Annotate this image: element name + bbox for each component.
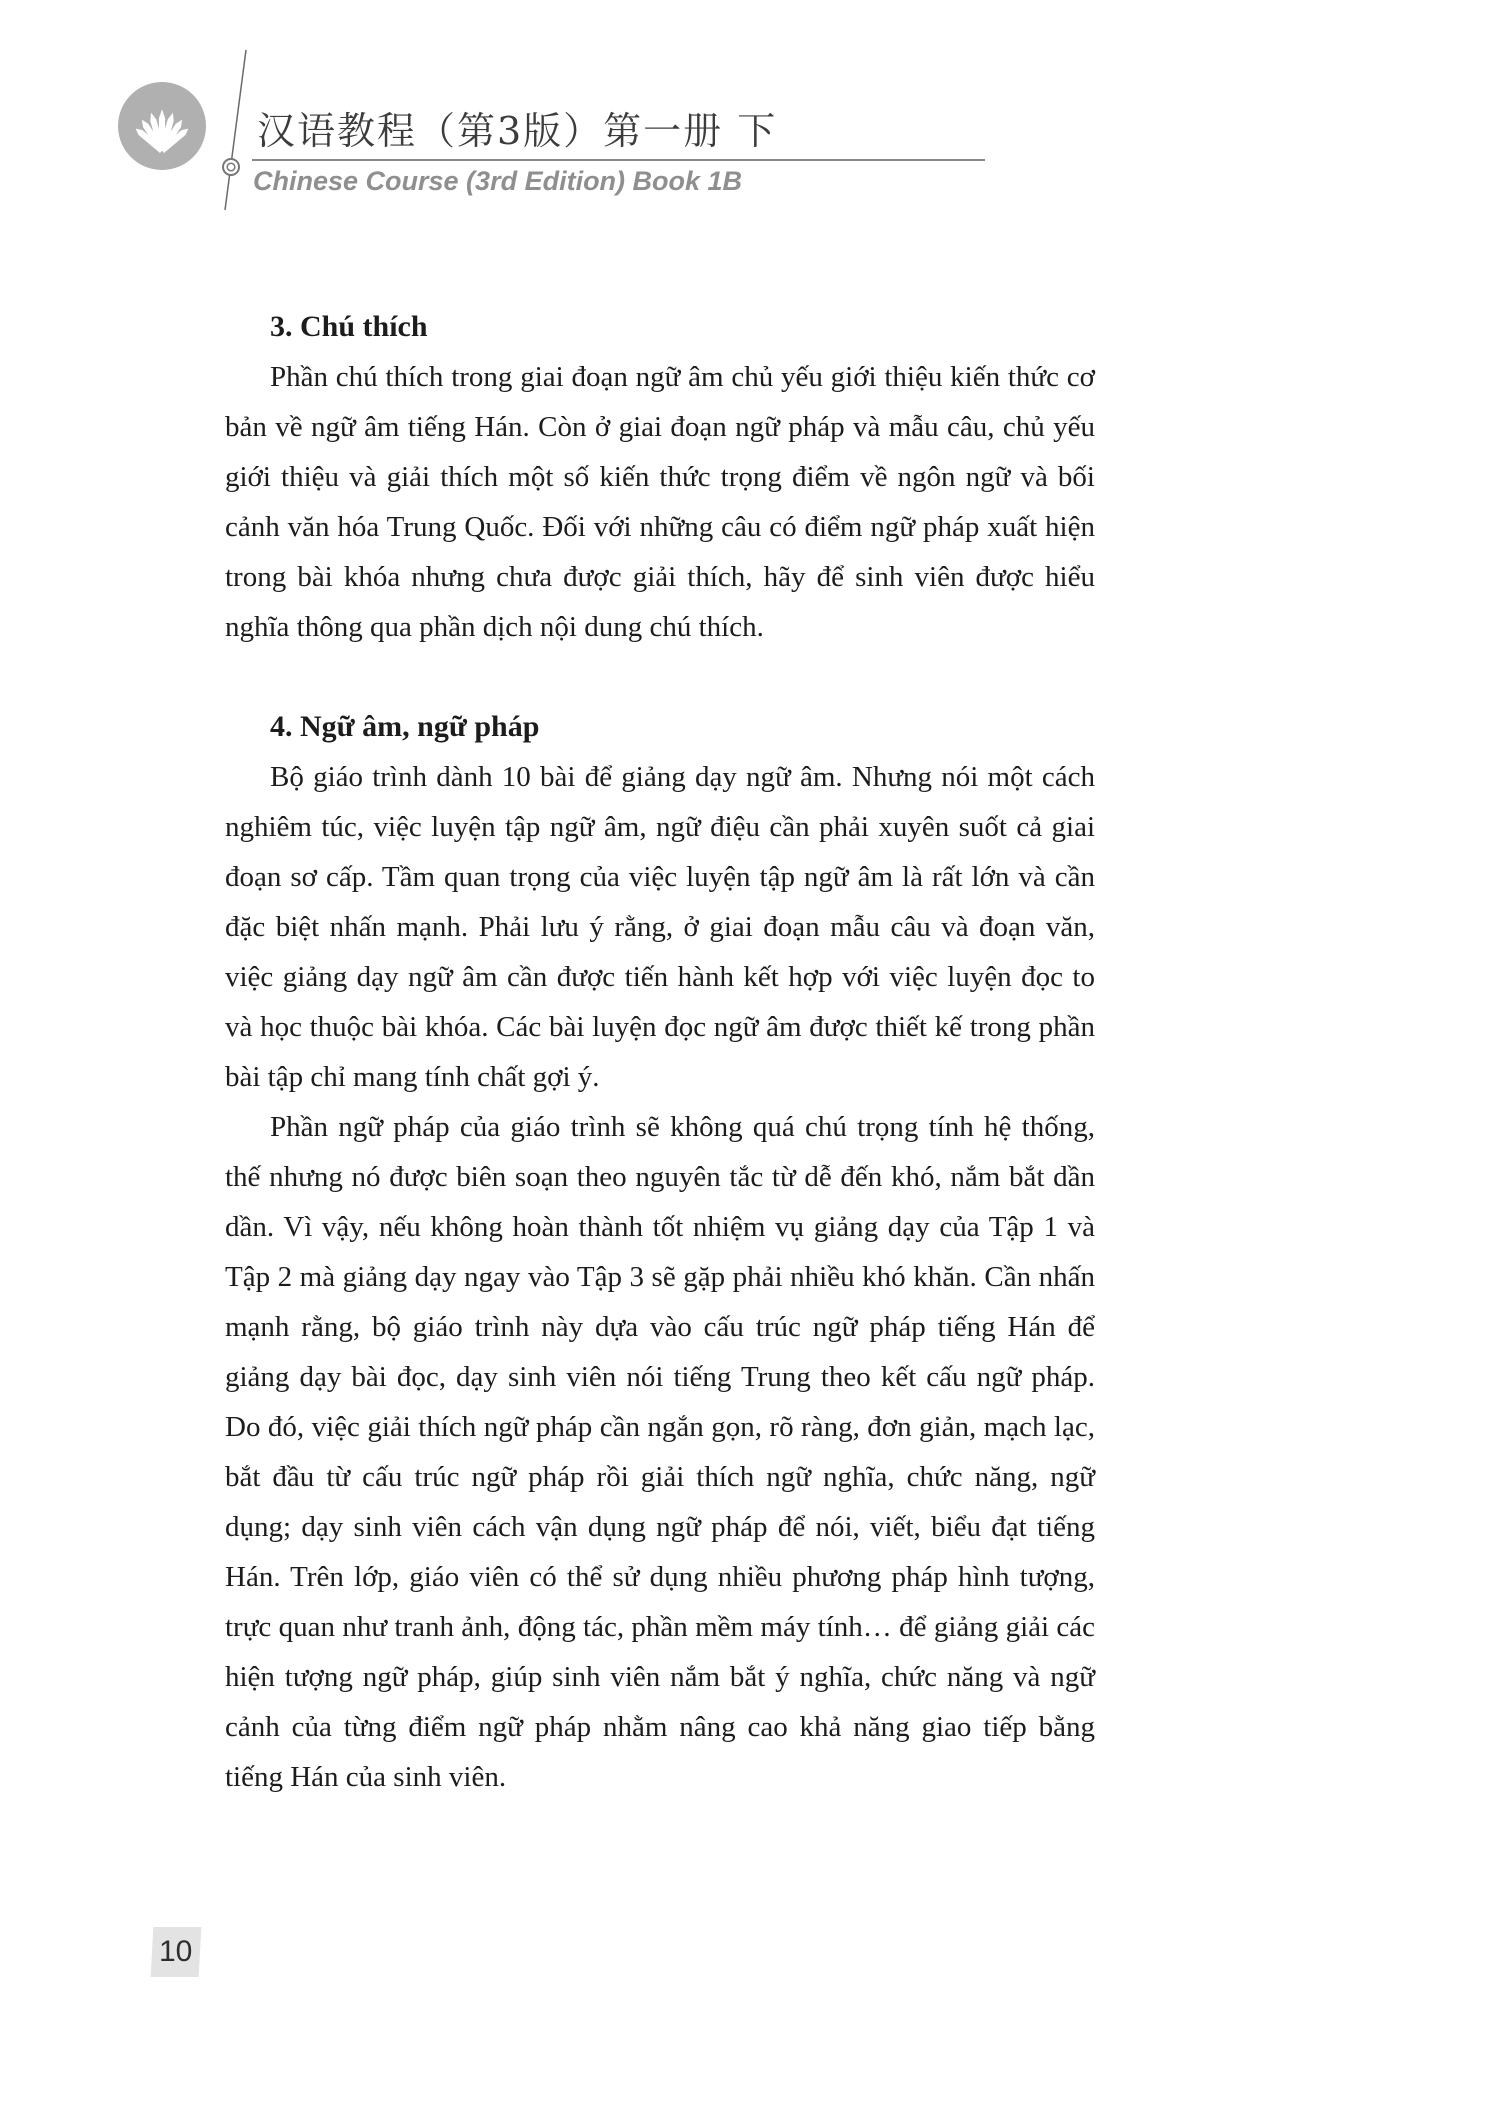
ring-and-line-ornament-icon <box>218 45 252 220</box>
header-divider <box>252 159 985 161</box>
book-title-chinese: 汉语教程（第3版）第一册 下 <box>257 109 778 153</box>
book-title-english: Chinese Course (3rd Edition) Book 1B <box>253 166 743 196</box>
page-body <box>225 302 1095 1802</box>
publisher-logo <box>118 82 206 170</box>
section-4-paragraph-2: Phần ngữ pháp của giáo trình sẽ không quá chú trọng tính hệ thống, thế nhưng nó được biên soạn theo nguyên tắc từ dễ đến khó, nắm bắt dần dần. Vì vậy, nếu không hoàn thành tốt nhiệm vụ giảng dạy của Tập 1 và Tập 2 mà giảng dạy ngay vào Tập 3 sẽ gặp phải nhiều khó khăn. Cần nhấn mạnh rằng, bộ giáo trình này dựa vào cấu trúc ngữ pháp tiếng Hán để giảng dạy bài đọc, dạy sinh viên nói tiếng Trung theo kết cấu ngữ pháp. Do đó, việc giải thích ngữ pháp cần ngắn gọn, rõ ràng, đơn giản, mạch lạc, bắt đầu từ cấu trúc ngữ pháp rồi giải thích ngữ nghĩa, chức năng, ngữ dụng; dạy sinh viên cách vận dụng ngữ pháp để nói, viết, biểu đạt tiếng Hán. Trên lớp, giáo viên có thể sử dụng nhiều phương pháp hình tượng, trực quan như tranh ảnh, động tác, phần mềm máy tính… để giảng giải các hiện tượng ngữ pháp, giúp sinh viên nắm bắt ý nghĩa, chức năng và ngữ cảnh của từng điểm ngữ pháp nhằm nâng cao khả năng giao tiếp bằng tiếng Hán của sinh viên. <box>225 1111 1095 1793</box>
page-number-box <box>151 1927 202 1977</box>
section-3-heading: 3. Chú thích <box>270 310 428 343</box>
open-book-icon <box>118 82 206 170</box>
section-4-heading: 4. Ngữ âm, ngữ pháp <box>270 710 540 743</box>
section-3-paragraph: Phần chú thích trong giai đoạn ngữ âm chủ yếu giới thiệu kiến thức cơ bản về ngữ âm tiếng Hán. Còn ở giai đoạn ngữ pháp và mẫu câu, chủ yếu giới thiệu và giải thích một số kiến thức trọng điểm về ngôn ngữ và bối cảnh văn hóa Trung Quốc. Đối với những câu có điểm ngữ pháp xuất hiện trong bài khóa nhưng chưa được giải thích, hãy để sinh viên được hiểu nghĩa thông qua phần dịch nội dung chú thích. <box>225 361 1095 643</box>
section-4-paragraph-1: Bộ giáo trình dành 10 bài để giảng dạy ngữ âm. Nhưng nói một cách nghiêm túc, việc luyện tập ngữ âm, ngữ điệu cần phải xuyên suốt cả giai đoạn sơ cấp. Tầm quan trọng của việc luyện tập ngữ âm là rất lớn và cần đặc biệt nhấn mạnh. Phải lưu ý rằng, ở giai đoạn mẫu câu và đoạn văn, việc giảng dạy ngữ âm cần được tiến hành kết hợp với việc luyện đọc to và học thuộc bài khóa. Các bài luyện đọc ngữ âm được thiết kế trong phần bài tập chỉ mang tính chất gợi ý. <box>225 761 1095 1093</box>
page-number: 10 <box>159 1935 193 1968</box>
